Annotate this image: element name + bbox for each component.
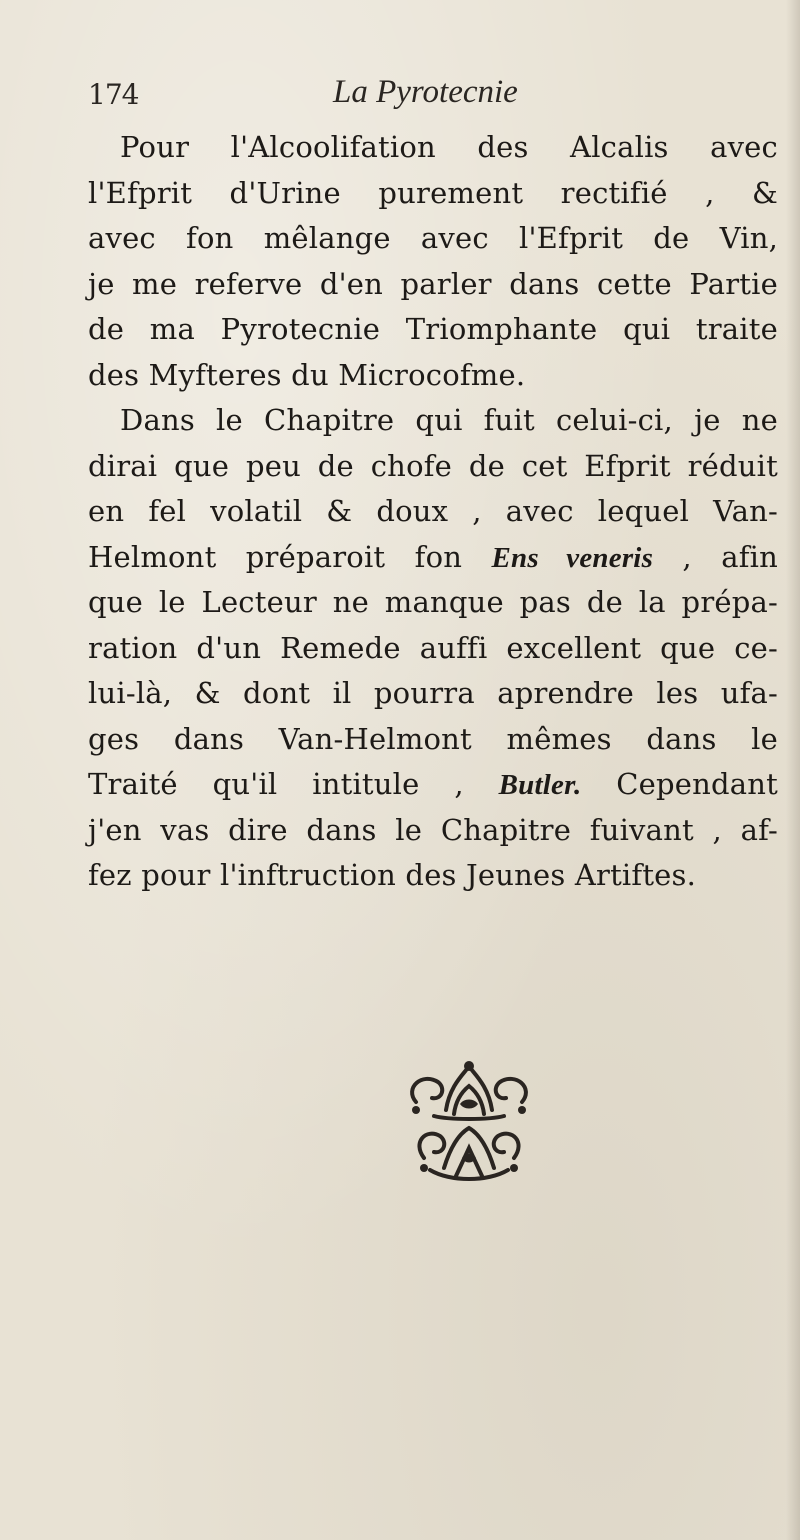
text-line: en fel volatil & doux , avec lequel Van- xyxy=(88,494,778,528)
text-line: Dans le Chapitre qui fuit celui-ci, je ne xyxy=(120,403,778,437)
page-header xyxy=(88,74,708,124)
text-segment: Helmont préparoit fon xyxy=(88,539,492,574)
text-line: j'en vas dire dans le Chapitre fuivant , af- xyxy=(88,812,778,847)
italic-term: Butler. xyxy=(498,769,582,801)
body-text xyxy=(88,125,778,899)
text-line: des Myfteres du Microcofme. xyxy=(88,357,526,392)
text-line: fez pour l'inftruction des Jeunes Artiftes. xyxy=(88,858,697,892)
text-line: que le Lecteur ne manque pas de la prépa- xyxy=(88,585,778,619)
text-segment: Traité qu'il intitule , xyxy=(88,767,499,801)
fleuron-ornament-icon xyxy=(394,1058,544,1198)
text-segment: , afin xyxy=(653,539,779,574)
text-line: je me referve d'en parler dans cette Partie xyxy=(88,266,778,301)
text-line: dirai que peu de chofe de cet Efprit réduit xyxy=(88,448,778,483)
running-title: La Pyrotecnie xyxy=(333,74,518,110)
italic-term: Ens veneris xyxy=(491,541,654,574)
text-line xyxy=(88,535,778,581)
text-line: ges dans Van-Helmont mêmes dans le xyxy=(88,721,778,756)
text-line: lui-là, & dont il pourra aprendre les ufa- xyxy=(88,676,778,710)
text-line: Pour l'Alcoolifation des Alcalis avec xyxy=(120,130,778,164)
text-line xyxy=(88,762,778,808)
page-number: 174 xyxy=(88,78,139,111)
text-segment: Cependant xyxy=(581,767,778,801)
text-line: avec fon mêlange avec l'Efprit de Vin, xyxy=(88,221,778,255)
page-edge-shadow xyxy=(786,0,800,1540)
text-line: de ma Pyrotecnie Triomphante qui traite xyxy=(88,312,778,346)
text-line: l'Efprit d'Urine purement rectifié , & xyxy=(88,175,778,210)
text-line: ration d'un Remede auffi excellent que ce- xyxy=(88,630,778,665)
